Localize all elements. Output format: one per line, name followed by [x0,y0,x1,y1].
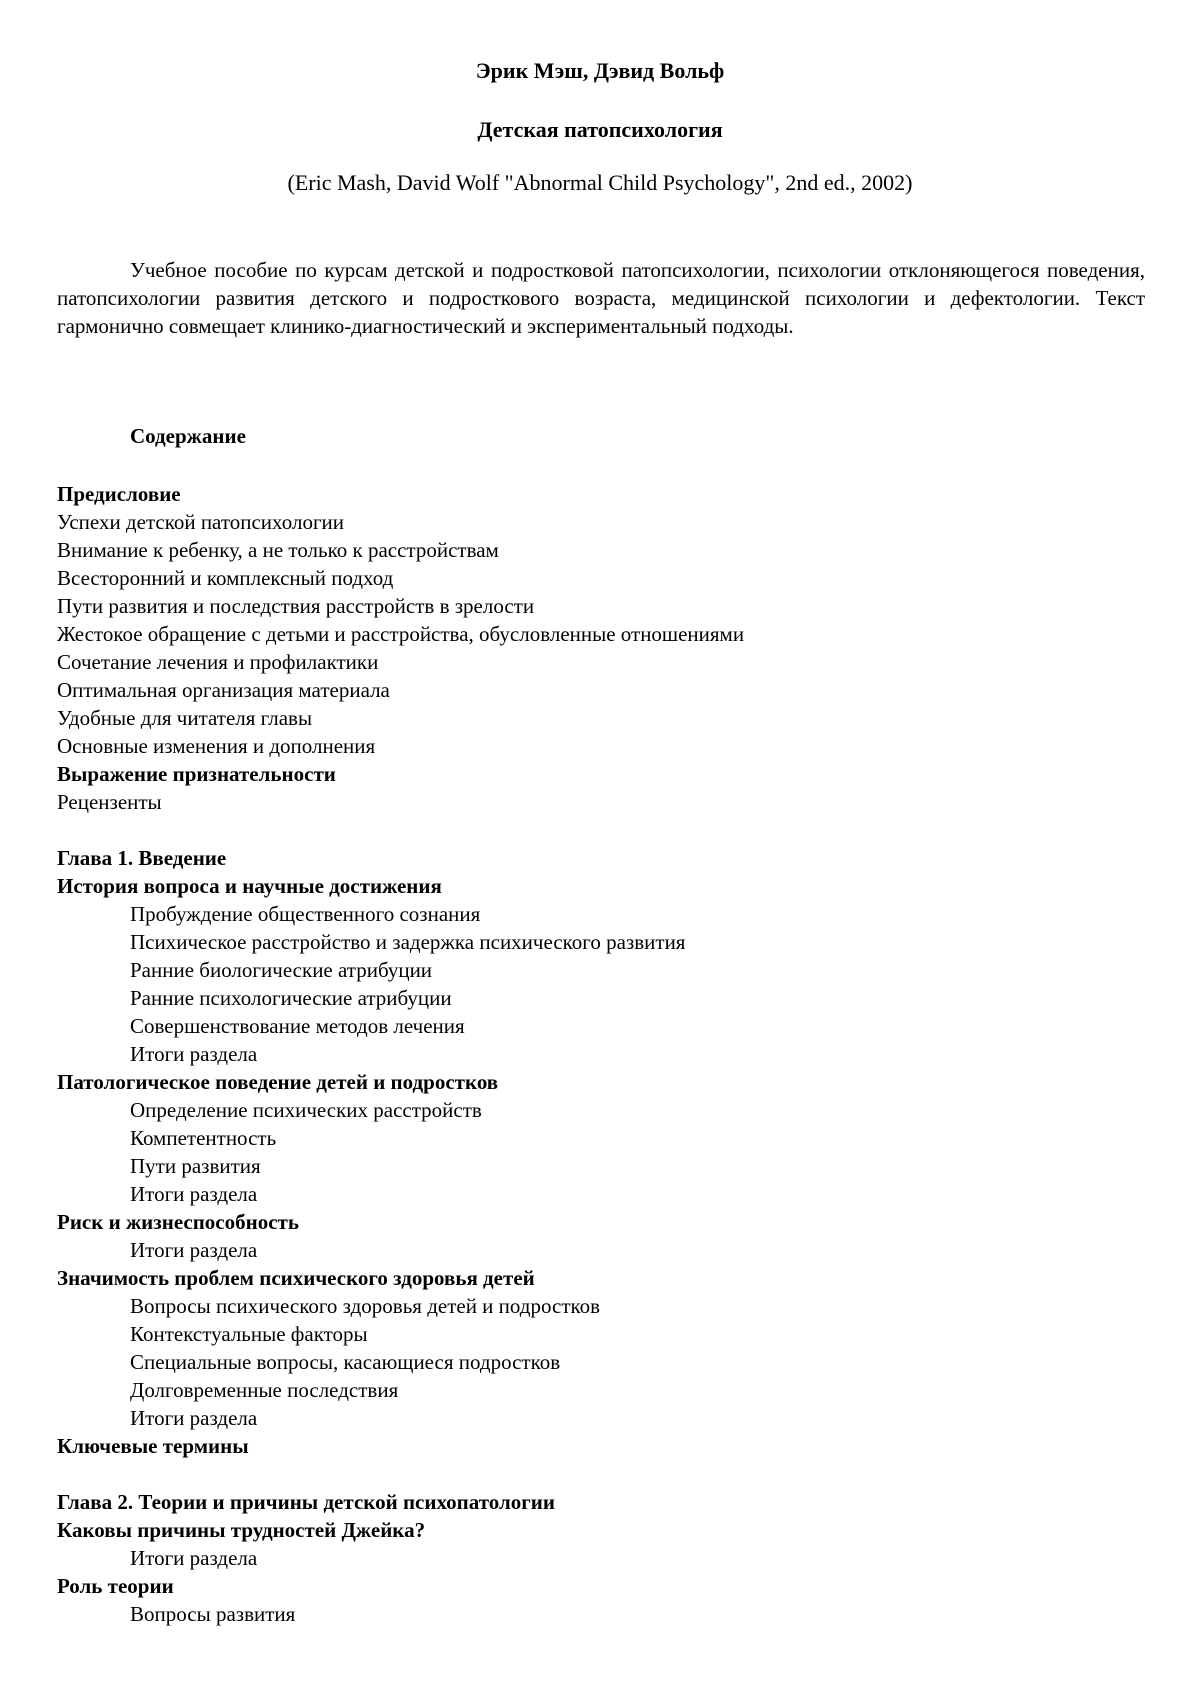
toc-subitem: Вопросы развития [130,1602,296,1626]
toc-subitem: Итоги раздела [130,1546,258,1570]
toc-subitem: Итоги раздела [130,1238,258,1262]
toc-subitem: Специальные вопросы, касающиеся подростков [130,1350,561,1374]
book-original-title: (Eric Mash, David Wolf "Abnormal Child Psychology", 2nd ed., 2002) [287,170,913,195]
toc-item: Внимание к ребенку, а не только к расстройствам [57,538,499,562]
toc-item: Успехи детской патопсихологии [57,510,345,534]
toc-subitem: Итоги раздела [130,1406,258,1430]
book-abstract: Учебное пособие по курсам детской и подростковой патопсихологии, психологии отклоняющегося поведения, патопсихологии развития детского и подросткового возраста, медицинской психологии и дефектологии. Текст гармонично совмещает клинико-диагностический и экспериментальный подходы. [57,258,1145,338]
toc-section-title: Роль теории [57,1574,174,1598]
toc-item: Сочетание лечения и профилактики [57,650,379,674]
toc-subitem: Ранние психологические атрибуции [130,986,452,1010]
toc-item: Основные изменения и дополнения [57,734,376,758]
table-of-contents [57,480,1147,1628]
toc-subitem: Итоги раздела [130,1182,258,1206]
toc-preface-title: Предисловие [57,482,181,506]
toc-item: Оптимальная организация материала [57,678,390,702]
toc-subitem: Долговременные последствия [130,1378,399,1402]
toc-subitem: Ранние биологические атрибуции [130,958,433,982]
toc-item: Удобные для читателя главы [57,706,313,730]
toc-item: Рецензенты [57,790,162,814]
toc-subitem: Пробуждение общественного сознания [130,902,481,926]
toc-subitem: Компетентность [130,1126,277,1150]
toc-item: Жестокое обращение с детьми и расстройства, обусловленные отношениями [57,622,745,646]
toc-subitem: Пути развития [130,1154,261,1178]
toc-section-title: Значимость проблем психического здоровья детей [57,1266,535,1290]
book-author: Эрик Мэш, Дэвид Вольф [475,58,725,83]
toc-acknowledgements: Выражение признательности [57,762,336,786]
toc-chapter-title: Глава 1. Введение [57,846,227,870]
toc-subitem: Совершенствование методов лечения [130,1014,465,1038]
toc-item: Всесторонний и комплексный подход [57,566,394,590]
toc-section-title: Риск и жизнеспособность [57,1210,299,1234]
toc-subitem: Контекстуальные факторы [130,1322,368,1346]
toc-subitem: Итоги раздела [130,1042,258,1066]
toc-spacer [57,1460,1147,1488]
toc-heading: Содержание [130,424,246,448]
toc-subitem: Вопросы психического здоровья детей и подростков [130,1294,601,1318]
toc-item: Пути развития и последствия расстройств в зрелости [57,594,535,618]
toc-subitem: Определение психических расстройств [130,1098,482,1122]
toc-key-terms: Ключевые термины [57,1434,249,1458]
toc-section-title: История вопроса и научные достижения [57,874,442,898]
toc-spacer [57,816,1147,844]
toc-section-title: Патологическое поведение детей и подростков [57,1070,499,1094]
toc-subitem: Психическое расстройство и задержка психического развития [130,930,686,954]
book-title: Детская патопсихология [477,117,723,142]
toc-chapter-title: Глава 2. Теории и причины детской психопатологии [57,1490,556,1514]
toc-section-title: Каковы причины трудностей Джейка? [57,1518,426,1542]
